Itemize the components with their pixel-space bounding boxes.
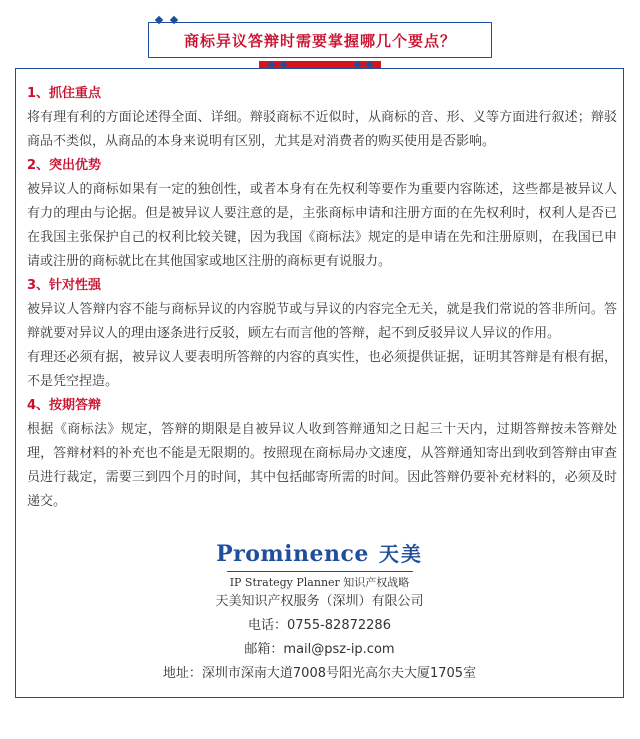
diamond-icon	[268, 61, 275, 68]
diamond-icon	[354, 61, 361, 68]
section-paragraph: 有理还必须有据，被异议人要表明所答辩的内容的真实性，也必须提供证据，证明其答辩是有根有据，不是凭空捏造。	[27, 350, 617, 389]
diamond-icon	[366, 61, 373, 68]
logo-english: Prominence	[216, 541, 369, 567]
page-title: 商标异议答辩时需要掌握哪几个要点？	[183, 31, 456, 50]
decorative-red-bar	[259, 61, 381, 68]
diamond-icon	[280, 61, 287, 68]
section-paragraph: 将有理有利的方面论述得全面、详细。辩驳商标不近似时，从商标的音、形、义等方面进行叙述；辩驳商品不类似，从商品的本身来说明有区别，尤其是对消费者的购买使用是否影响。	[27, 110, 617, 149]
logo-subtitle: IP Strategy Planner 知识产权战略	[229, 576, 410, 589]
company-footer	[15, 538, 624, 686]
section-heading: 3、针对性强	[27, 278, 102, 293]
logo-divider	[227, 571, 413, 572]
company-name: 天美知识产权服务（深圳）有限公司	[215, 594, 424, 609]
title-box	[148, 22, 492, 58]
company-logo	[15, 538, 624, 567]
article-body	[27, 82, 617, 514]
company-email: 邮箱：mail@psz-ip.com	[244, 642, 395, 657]
section-paragraph: 被异议人答辩内容不能与商标异议的内容脱节或与异议的内容完全无关，就是我们常说的答非所问。答辩就要对异议人的理由逐条进行反驳，顾左右而言他的答辩，起不到反驳异议人异议的作用。	[27, 302, 617, 341]
section-heading: 1、抓住重点	[27, 86, 102, 101]
section-paragraph: 根据《商标法》规定，答辩的期限是自被异议人收到答辩通知之日起三十天内，过期答辩按未答辩处理，答辩材料的补充也不能是无限期的。按照现在商标局办文速度，从答辩通知寄出到收到答辩由审查员进行裁定，需要三到四个月的时间，其中包括邮寄所需的时间。因此答辩仍要补充材料的，必须及时递交。	[27, 422, 617, 509]
company-address: 地址：深圳市深南大道7008号阳光高尔夫大厦1705室	[162, 666, 477, 681]
section-heading: 2、突出优势	[27, 158, 102, 173]
section-heading: 4、按期答辩	[27, 398, 102, 413]
logo-chinese: 天美	[378, 542, 423, 566]
company-phone: 电话：0755-82872286	[248, 618, 391, 633]
section-paragraph: 被异议人的商标如果有一定的独创性，或者本身有在先权利等要作为重要内容陈述，这些都是被异议人有力的理由与论据。但是被异议人要注意的是，主张商标申请和注册方面的在先权利时，权利人是否已在我国主张保护自己的权利比较关键，因为我国《商标法》规定的是申请在先和注册原则，在我国已申请或注册的商标就比在其他国家或地区注册的商标更有说服力。	[27, 182, 617, 269]
